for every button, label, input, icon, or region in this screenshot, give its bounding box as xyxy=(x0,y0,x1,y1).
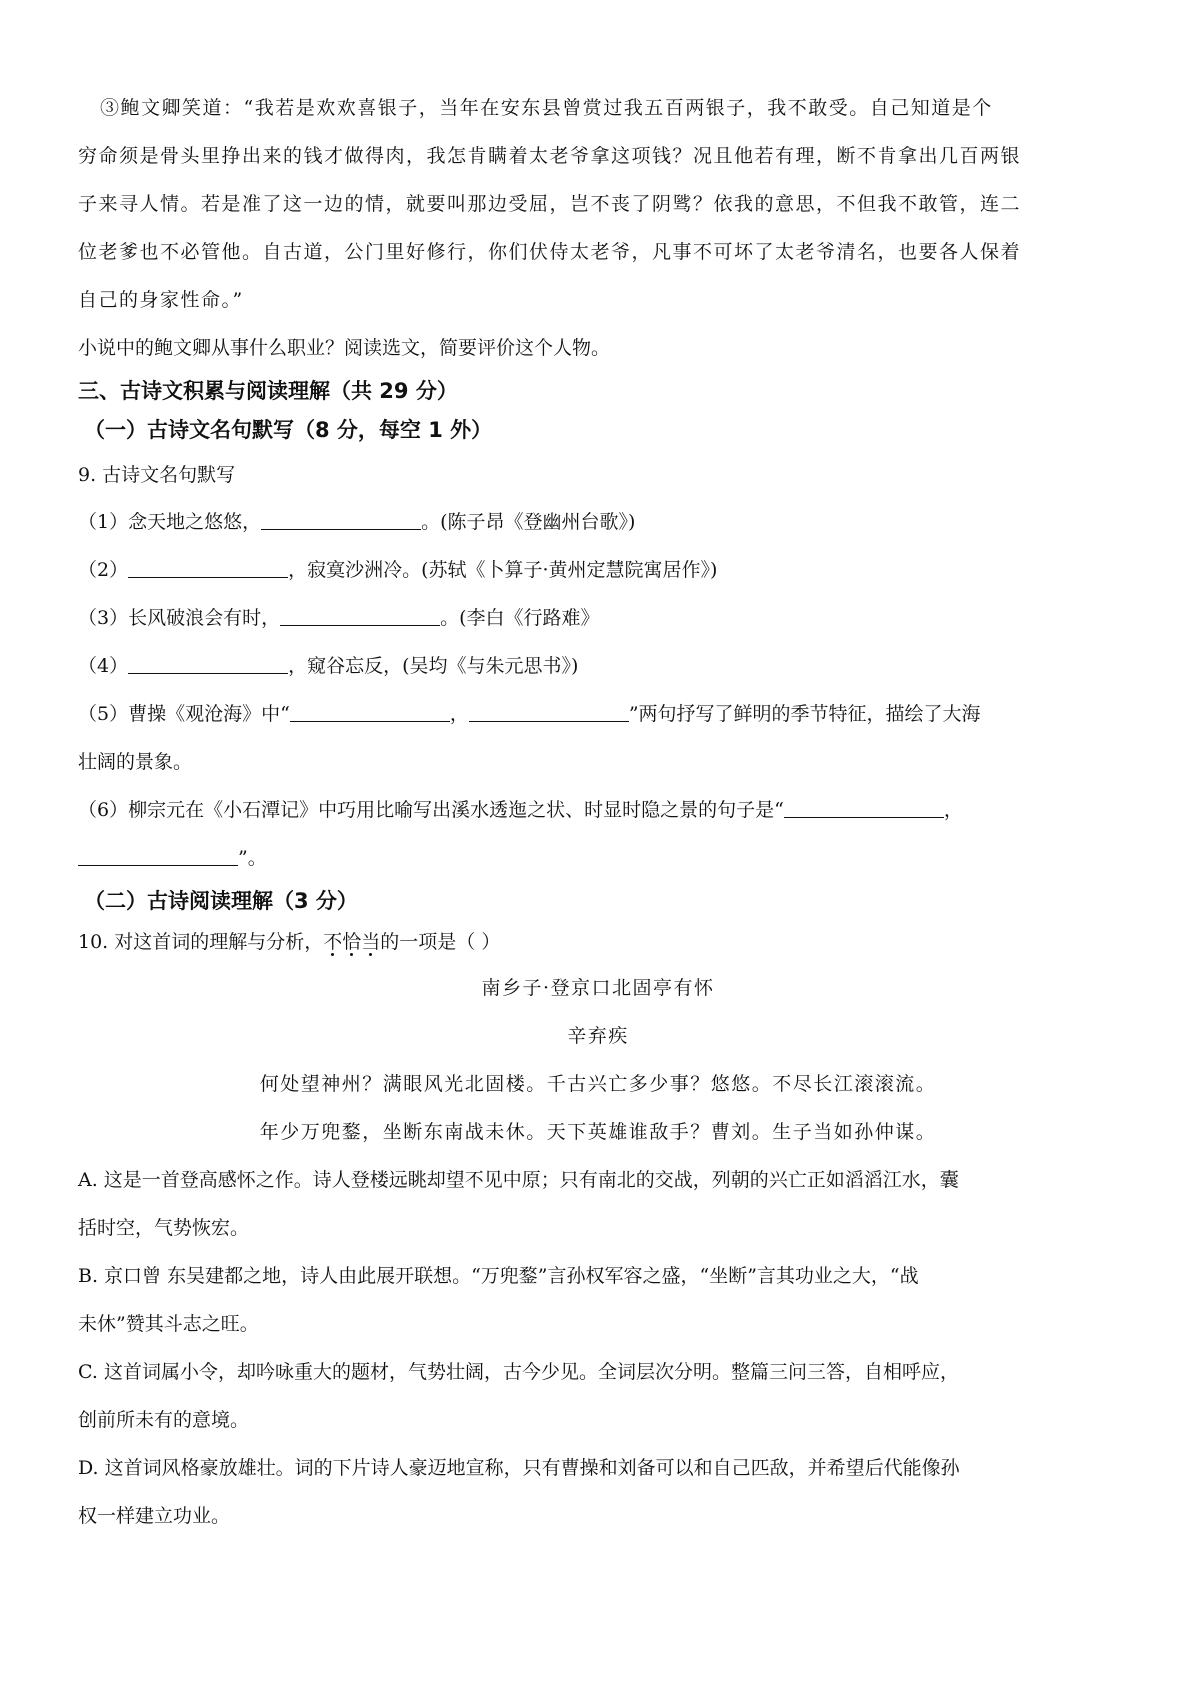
emphasis-dot xyxy=(369,953,372,956)
item-text: ，寂寞沙洲冷。(苏轼《卜算子·黄州定慧院寓居作》) xyxy=(288,559,718,581)
item-text: ”两句抒写了鲜明的季节特征，描绘了大海 xyxy=(628,703,981,725)
q9-item-5-cont: 壮阔的景象。 xyxy=(78,751,193,773)
item-text: 。(李白《行路难》 xyxy=(440,607,600,629)
subsection-1-title: （一）古诗文名句默写（8 分，每空 1 外） xyxy=(84,418,493,442)
option-a: A. 这是一首登高感怀之作。诗人登楼远眺却望不见中原；只有南北的交战，列朝的兴亡正如滔滔江水，囊 xyxy=(78,1169,959,1191)
answer-blank[interactable] xyxy=(784,799,944,818)
section-3-title: 三、古诗文积累与阅读理解（共 29 分） xyxy=(78,379,458,403)
poem-line: 年少万兜鍪，坐断东南战未休。天下英雄谁敌手？曹刘。生子当如孙仲谋。 xyxy=(259,1121,937,1143)
q9-item-6-cont xyxy=(78,846,267,870)
excerpt-line: 穷命须是骨头里挣出来的钱才做得肉，我怎肯瞒着太老爷拿这项钱？况且他若有理，断不肯拿出几百两银 xyxy=(78,145,1022,167)
item-text: 。(陈子昂《登幽州台歌》) xyxy=(421,511,636,533)
excerpt-line: 位老爹也不必管他。自古道，公门里好修行，你们伏侍太老爷，凡事不可坏了太老爷清名，也要各人保着 xyxy=(78,241,1022,263)
excerpt-line: 子来寻人情。若是准了这一边的情，就要叫那边受屈，岂不丧了阴骘？依我的意思，不但我不敢管，连二 xyxy=(78,193,1022,215)
answer-blank[interactable] xyxy=(78,847,238,866)
item-text: ”。 xyxy=(238,847,267,869)
question-9-title: 9. 古诗文名句默写 xyxy=(78,464,236,486)
emphasis-word: 不恰当 xyxy=(323,931,381,953)
answer-blank[interactable] xyxy=(290,703,450,722)
item-text: （3）长风破浪会有时， xyxy=(78,607,281,629)
item-text: （5）曹操《观沧海》中“ xyxy=(78,703,290,725)
option-b: B. 京口曾 东吴建都之地，诗人由此展开联想。“万兜鍪”言孙权军容之盛，“坐断”言其功业之大，“战 xyxy=(78,1265,919,1287)
q9-item-4 xyxy=(78,654,578,678)
answer-blank[interactable] xyxy=(128,559,288,578)
answer-blank[interactable] xyxy=(469,703,629,722)
item-text: ，窥谷忘反，(吴均《与朱元思书》) xyxy=(288,655,579,677)
subsection-2-title: （二）古诗阅读理解（3 分） xyxy=(84,889,358,913)
item-text: （6）柳宗元在《小石潭记》中巧用比喻写出溪水透迤之状、时显时隐之景的句子是“ xyxy=(78,799,784,821)
answer-blank[interactable] xyxy=(128,655,288,674)
answer-blank[interactable] xyxy=(280,607,440,626)
q9-item-6 xyxy=(78,798,963,822)
q9-item-2 xyxy=(78,558,717,582)
item-text: ， xyxy=(943,799,963,821)
poem-title: 南乡子·登京口北固亭有怀 xyxy=(481,977,715,999)
item-text: ， xyxy=(449,703,469,725)
poem-line: 何处望神州？满眼风光北固楼。千古兴亡多少事？悠悠。不尽长江滚滚流。 xyxy=(259,1073,937,1095)
option-b-cont: 未休”赞其斗志之旺。 xyxy=(78,1313,259,1335)
option-a-cont: 括时空，气势恢宏。 xyxy=(78,1217,250,1239)
emphasis-dot xyxy=(350,953,353,956)
emphasis-text xyxy=(323,931,380,953)
question-10-title xyxy=(78,930,500,954)
poem-author: 辛弃疾 xyxy=(567,1025,629,1047)
option-c: C. 这首词属小令，却吟咏重大的题材，气势壮阔，古今少见。全词层次分明。整篇三问三答，自相呼应， xyxy=(78,1361,959,1383)
option-c-cont: 创前所未有的意境。 xyxy=(78,1409,250,1431)
excerpt-line: 自己的身家性命。” xyxy=(78,289,244,311)
emphasis-dot xyxy=(331,953,334,956)
option-d-cont: 权一样建立功业。 xyxy=(78,1505,231,1527)
item-text: （4） xyxy=(78,655,129,677)
option-d: D. 这首词风格豪放雄壮。词的下片诗人豪迈地宣称，只有曹操和刘备可以和自己匹敌，并希望后代能像孙 xyxy=(78,1457,960,1479)
q9-item-3 xyxy=(78,606,600,630)
answer-blank[interactable] xyxy=(261,511,421,530)
item-text: （1）念天地之悠悠， xyxy=(78,511,262,533)
item-text: （2） xyxy=(78,559,129,581)
q9-item-5 xyxy=(78,702,981,726)
q9-item-1 xyxy=(78,510,635,534)
question-text: 的一项是（ ） xyxy=(380,931,501,953)
question-text: 10. 对这首词的理解与分析， xyxy=(78,931,324,953)
excerpt-line: ③鲍文卿笑道：“我若是欢欢喜银子，当年在安东县曾赏过我五百两银子，我不敢受。自己知道是个 xyxy=(100,97,993,119)
question-8: 小说中的鲍文卿从事什么职业？阅读选文，简要评价这个人物。 xyxy=(78,337,611,359)
